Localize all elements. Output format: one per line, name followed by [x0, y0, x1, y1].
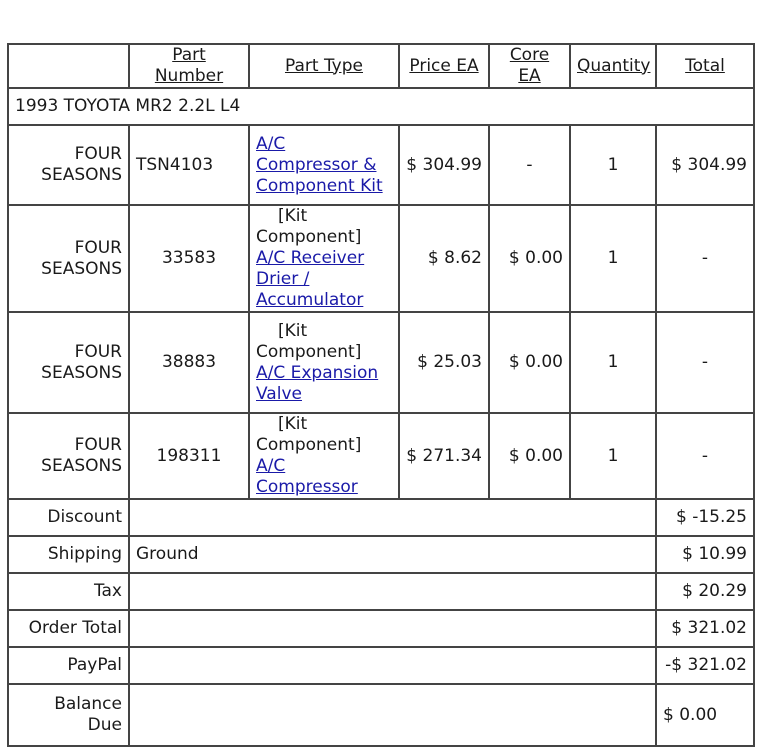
header-brand [8, 44, 129, 88]
top-link-left[interactable] [10, 0, 306, 4]
part-number-cell: 38883 [129, 312, 249, 413]
paypal-spacer [129, 647, 656, 684]
shipping-label: Shipping [8, 536, 129, 573]
price-cell: $ 8.62 [399, 205, 489, 312]
price-cell: $ 271.34 [399, 413, 489, 499]
part-type-cell [249, 125, 399, 205]
shipping-value: $ 10.99 [656, 536, 754, 573]
tax-label: Tax [8, 573, 129, 610]
part-number-cell: 198311 [129, 413, 249, 499]
brand-cell [8, 205, 129, 312]
part-type-link[interactable]: A/C Compressor [256, 456, 358, 497]
sort-quantity-link[interactable]: Quantity [577, 55, 651, 76]
brand-line2: SEASONS [41, 258, 122, 279]
total-cell: - [656, 205, 754, 312]
qty-cell: 1 [570, 413, 656, 499]
core-cell: $ 0.00 [489, 205, 570, 312]
table-row [8, 413, 754, 499]
header-core-ea[interactable] [489, 44, 570, 88]
brand-line2: SEASONS [41, 362, 122, 383]
paypal-row [8, 647, 754, 684]
part-type-cell [249, 413, 399, 499]
qty-cell: 1 [570, 312, 656, 413]
brand-line1: FOUR [74, 435, 122, 455]
discount-row [8, 499, 754, 536]
vehicle-title: 1993 TOYOTA MR2 2.2L L4 [8, 88, 754, 125]
header-quantity[interactable] [570, 44, 656, 88]
tax-row [8, 573, 754, 610]
table-row [8, 205, 754, 312]
paypal-label: PayPal [8, 647, 129, 684]
top-links [0, 0, 760, 6]
header-part-type[interactable] [249, 44, 399, 88]
sort-price-link[interactable]: Price EA [409, 55, 479, 76]
tax-spacer [129, 573, 656, 610]
brand-line2: SEASONS [41, 456, 122, 476]
discount-label: Discount [8, 499, 129, 536]
qty-cell: 1 [570, 205, 656, 312]
part-type-link[interactable]: A/C Compressor & Component Kit [256, 133, 383, 196]
sort-part-number-link[interactable]: Part Number [154, 45, 224, 86]
part-type-link[interactable]: A/C Receiver Drier / Accumulator [256, 248, 365, 310]
sort-part-type-link[interactable]: Part Type [284, 55, 363, 76]
balance-due-value: $ 0.00 [656, 684, 754, 746]
header-price-ea[interactable] [399, 44, 489, 88]
balance-due-label [8, 684, 129, 746]
total-cell: - [656, 413, 754, 499]
top-link-right[interactable] [382, 0, 678, 4]
shipping-row [8, 536, 754, 573]
brand-cell [8, 413, 129, 499]
kit-component-label: [Kit Component] [256, 206, 362, 247]
brand-line1: FOUR [74, 341, 122, 362]
core-cell: $ 0.00 [489, 413, 570, 499]
kit-component-label: [Kit Component] [256, 320, 362, 362]
balance-due-row [8, 684, 754, 746]
header-row [8, 44, 754, 88]
brand-line1: FOUR [74, 237, 122, 258]
order-total-spacer [129, 610, 656, 647]
brand-cell [8, 312, 129, 413]
total-cell: $ 304.99 [656, 125, 754, 205]
balance-label-line2: Due [87, 715, 122, 735]
balance-label-line1: Balance [54, 694, 122, 714]
price-cell: $ 304.99 [399, 125, 489, 205]
brand-cell [8, 125, 129, 205]
discount-spacer [129, 499, 656, 536]
order-total-value: $ 321.02 [656, 610, 754, 647]
core-cell: - [489, 125, 570, 205]
core-cell: $ 0.00 [489, 312, 570, 413]
header-total[interactable] [656, 44, 754, 88]
order-total-row [8, 610, 754, 647]
kit-component-label: [Kit Component] [256, 414, 362, 455]
brand-line2: SEASONS [41, 165, 122, 185]
order-table [7, 43, 755, 747]
part-type-link[interactable]: A/C Expansion Valve [256, 362, 379, 404]
table-row [8, 312, 754, 413]
sort-core-link[interactable]: Core EA [509, 45, 550, 86]
part-number-cell: 33583 [129, 205, 249, 312]
price-cell: $ 25.03 [399, 312, 489, 413]
table-row [8, 125, 754, 205]
part-type-cell [249, 205, 399, 312]
tax-value: $ 20.29 [656, 573, 754, 610]
discount-value: $ -15.25 [656, 499, 754, 536]
shipping-method: Ground [129, 536, 656, 573]
order-total-label: Order Total [8, 610, 129, 647]
paypal-value: -$ 321.02 [656, 647, 754, 684]
vehicle-row [8, 88, 754, 125]
part-number-cell: TSN4103 [129, 125, 249, 205]
header-part-number[interactable] [129, 44, 249, 88]
part-type-cell [249, 312, 399, 413]
qty-cell: 1 [570, 125, 656, 205]
brand-line1: FOUR [74, 144, 122, 164]
total-cell: - [656, 312, 754, 413]
balance-spacer [129, 684, 656, 746]
sort-total-link[interactable]: Total [685, 55, 725, 76]
